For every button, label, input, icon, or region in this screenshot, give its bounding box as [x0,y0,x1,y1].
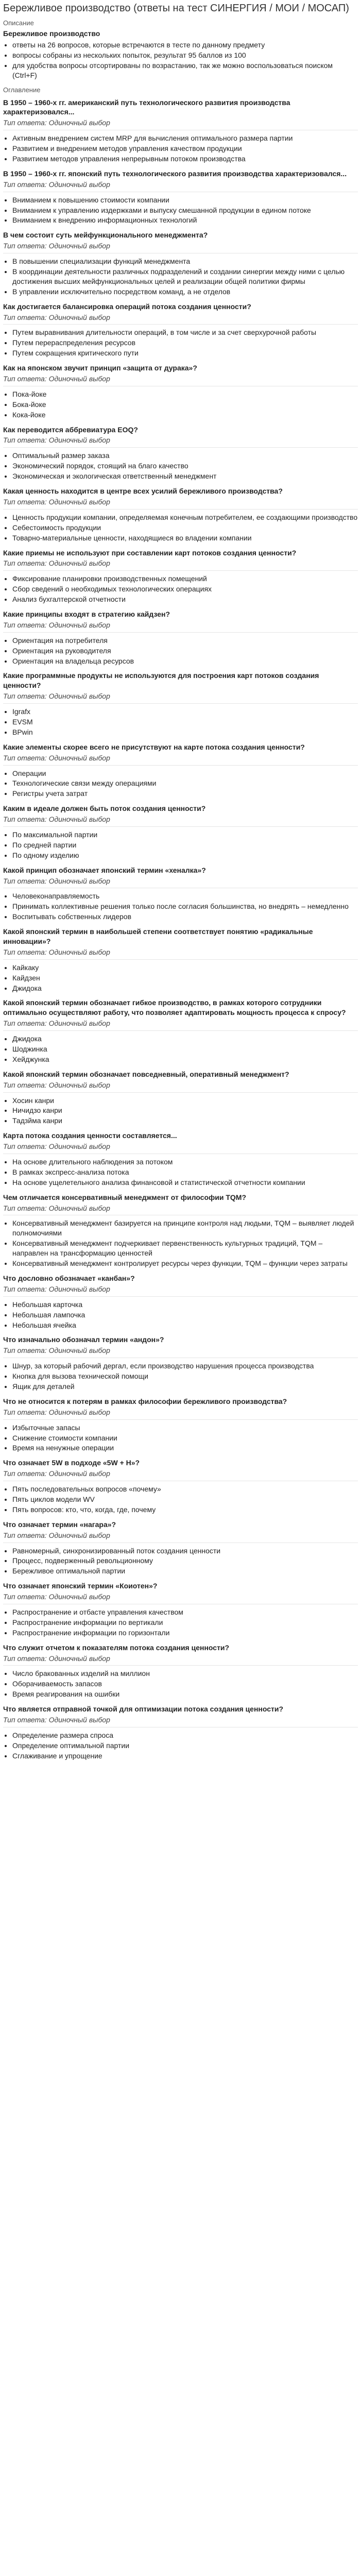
answer-item: • Распространение информации по горизонтали [12,1628,358,1638]
answer-type: Тип ответа: Одиночный выбор [3,313,110,321]
answer-list [3,1361,358,1392]
answer-list [3,1546,358,1577]
answer-list [3,574,358,604]
answer-list [3,195,358,226]
description-subheading: Бережливое производство [3,29,100,38]
question-block [3,230,358,296]
description-heading: Описание [3,19,34,27]
answer-list [3,133,358,164]
question-block [3,1193,358,1268]
answer-item: • Определение оптимальной партии [12,1741,358,1751]
answer-type: Тип ответа: Одиночный выбор [3,947,110,956]
answer-type: Тип ответа: Одиночный выбор [3,1716,110,1724]
answer-item: • Путем сокращения критического пути [12,348,358,358]
question-block [3,998,358,1064]
answer-type: Тип ответа: Одиночный выбор [3,1284,110,1293]
answer-type: Тип ответа: Одиночный выбор [3,118,110,127]
answer-list [3,257,358,297]
answer-item: • Операции [12,769,358,778]
answer-list [3,636,358,666]
question-text: Как переводится аббревиатура EOQ? [3,425,138,434]
answer-item: • BPwin [12,727,358,737]
answer-item: • Сбор сведений о необходимых технологических операциях [12,584,358,594]
answer-item: • Кока-йоке [12,410,358,420]
question-text: Какая ценность находится в центре всех усилий бережливого производства? [3,487,283,496]
answer-item: • Ценность продукции компании, определяемая конечным потребителем, ее создающими производство [12,513,358,522]
question-text: Что дословно обозначает «канбан»? [3,1274,135,1282]
answer-item: • Пять последовательных вопросов «почему» [12,1484,358,1494]
answer-item: • Хейджунка [12,1055,358,1064]
question-text: Каким в идеале должен быть поток создания ценности? [3,804,206,813]
answer-list [3,328,358,358]
question-text: Чем отличается консервативный менеджмент от философии TQM? [3,1193,247,1201]
answer-item: • В повышении специализации функций менеджмента [12,257,358,266]
answer-type: Тип ответа: Одиночный выбор [3,876,110,885]
divider [3,959,358,960]
question-block [3,486,358,543]
answer-item: • Активным внедрением систем MRP для вычисления оптимального размера партии [12,133,358,143]
question-text: Какие принципы входят в стратегию кайдзен? [3,609,170,618]
answer-item: • Экономическая и экологическая ответственный менеджмент [12,471,358,481]
answer-item: • Время реагирования на ошибки [12,1689,358,1699]
question-block [3,363,358,419]
answer-item: • Сглаживание и упрощение [12,1751,358,1761]
answer-item: • На основе ущелетельного анализа финансовой и статистической отчетности компании [12,1178,358,1188]
contents-heading: Оглавление [3,86,41,94]
answer-type: Тип ответа: Одиночный выбор [3,1346,110,1355]
question-text: Что не относится к потерям в рамках философии бережливого производства? [3,1397,287,1405]
answer-type: Тип ответа: Одиночный выбор [3,753,110,762]
answer-type: Тип ответа: Одиночный выбор [3,1080,110,1089]
divider [3,509,358,510]
answer-item: • Распространение и отбасте управления качеством [12,1607,358,1617]
answer-type: Тип ответа: Одиночный выбор [3,1654,110,1663]
question-text: В чем состоит суть мейфункционального менеджмента? [3,231,208,240]
question-block [3,1581,358,1637]
question-block [3,1274,358,1330]
question-block [3,609,358,666]
answer-item: • Джидока [12,984,358,993]
question-text: Какой японский термин обозначает повседневный, оперативный менеджмент? [3,1070,289,1078]
answer-item: • Тадзйма канри [12,1116,358,1126]
answer-item: • Пять циклов модели WV [12,1495,358,1504]
answer-item: • Экономический порядок, стоящий на благо качество [12,461,358,471]
answer-item: • Шнур, за который рабочий дергал, если производство нарушения процесса производства [12,1361,358,1371]
question-text: Как достигается балансировка операций потока создания ценности? [3,302,251,311]
answer-type: Тип ответа: Одиночный выбор [3,1531,110,1539]
answer-type: Тип ответа: Одиночный выбор [3,692,110,701]
answer-item: • Ориентация на владельца ресурсов [12,656,358,666]
answer-item: • Регистры учета затрат [12,789,358,799]
question-text: Что означает японский термин «Коиотен»? [3,1582,158,1590]
question-block [3,671,358,737]
answer-item: • Распространение информации по вертикали [12,1618,358,1628]
question-block [3,1458,358,1514]
answer-item: • В координации деятельности различных подразделений и создании синергии между ними с целью достижения высших мейфункциональных целей и реализации общей политики фирмы [12,267,358,286]
question-block [3,1397,358,1453]
answer-item: • По максимальной партии [12,830,358,840]
divider [3,447,358,448]
answer-item: • По средней партии [12,840,358,850]
answer-list [3,389,358,420]
question-text: Как на японском звучит принцип «защита от дурака»? [3,364,197,372]
answer-item: • На основе длительного наблюдения за потоком [12,1157,358,1167]
question-block [3,425,358,481]
answer-item: • Технологические связи между операциями [12,778,358,788]
answer-type: Тип ответа: Одиночный выбор [3,180,110,189]
answer-item: • Вниманием к управлению издержками и выпуску смешанной продукции в едином потоке [12,206,358,215]
answer-list [3,891,358,922]
answer-item: • Человеконаправляемость [12,891,358,901]
answer-type: Тип ответа: Одиночный выбор [3,559,110,568]
answer-item: • Избыточные запасы [12,1423,358,1433]
answer-item: • В управлении исключительно посредством команд, а не отделов [12,287,358,297]
question-text: Что означает термин «нагара»? [3,1520,116,1529]
answer-item: • Хосин канри [12,1096,358,1106]
answer-item: • Бока-йоке [12,400,358,410]
answer-type: Тип ответа: Одиночный выбор [3,815,110,824]
description-item [12,61,358,80]
question-block [3,1643,358,1699]
question-block [3,1704,358,1760]
answer-item: • Консервативный менеджмент подчеркивает первенственность культурных традиций, TQM – направлен на трансформацию ценностей [12,1239,358,1258]
description-section [3,19,358,80]
answer-item: • Бережливое оптимальной партии [12,1566,358,1576]
answer-item: • Кнопка для вызова технической помощи [12,1371,358,1381]
question-block [3,866,358,922]
question-text: Что изначально обозначал термин «андон»? [3,1335,164,1344]
divider [3,1296,358,1297]
question-text: Какой японский термин в наибольшей степени соответствует понятию «радикальные инновации»? [3,927,313,945]
questions-list [3,98,358,1761]
answer-list [3,1607,358,1638]
answer-item: • Консервативный менеджмент контролирует ресурсы через функции, TQM – функции через затраты [12,1259,358,1268]
answer-item: • Путем перераспределения ресурсов [12,338,358,348]
question-block [3,1131,358,1187]
answer-type: Тип ответа: Одиночный выбор [3,1592,110,1601]
answer-type: Тип ответа: Одиночный выбор [3,620,110,629]
question-block [3,1070,358,1126]
question-text: Карта потока создания ценности составляется... [3,1131,177,1140]
description-item-text: ответы на 26 вопросов, которые встречаются в тесте по данному предмету [12,41,265,49]
answer-item: • Анализ бухгалтерской отчетности [12,595,358,604]
answer-item: • Развитием методов управления непрерывным потоком производства [12,154,358,164]
question-block [3,169,358,225]
answer-item: • Себестоимость продукции [12,523,358,533]
page-title: Бережливое производство (ответы на тест СИНЕРГИЯ / МОИ / МОСАП) [3,3,349,14]
divider [3,1419,358,1420]
answer-item: • Небольшая карточка [12,1300,358,1310]
answer-item: • Ящик для деталей [12,1382,358,1392]
question-text: Какие приемы не используют при составлении карт потоков создания ценности? [3,548,297,557]
answer-item: • Небольшая лампочка [12,1310,358,1320]
answer-type: Тип ответа: Одиночный выбор [3,497,110,506]
divider [3,570,358,571]
answer-list [3,963,358,993]
divider [3,324,358,325]
answer-item: • Кайдзен [12,973,358,983]
answer-item: • Вниманием к повышению стоимости компании [12,195,358,205]
question-block [3,1520,358,1576]
question-text: Что означает 5W в подходе «5W + H»? [3,1459,140,1467]
answer-item: • Igrafx [12,707,358,717]
question-block [3,1335,358,1391]
answer-item: • Пока-йоке [12,389,358,399]
question-block [3,927,358,993]
question-text: Какие программные продукты не используются для построения карт потоков создания ценности? [3,671,319,690]
answer-item: • В рамках экспресс-анализа потока [12,1167,358,1177]
answer-item: • EVSM [12,717,358,727]
answer-list [3,1157,358,1188]
question-block [3,98,358,164]
answer-list [3,1034,358,1064]
question-text: Какой принцип обозначает японский термин «хеналка»? [3,866,206,874]
answer-list [3,513,358,543]
answer-list [3,707,358,737]
answer-item: • Равномерный, синхронизированный поток создания ценности [12,1546,358,1556]
answer-item: • Процесс, подверженный револьционному [12,1556,358,1566]
answer-item: • Развитием и внедрением методов управления качеством продукции [12,144,358,154]
question-text: В 1950 – 1960-х гг. японский путь технологического развития производства характеризовался... [3,169,347,178]
description-list [3,40,358,80]
divider [3,765,358,766]
answer-list [3,1096,358,1126]
answer-list [3,1484,358,1515]
answer-item: • Определение размера спроса [12,1731,358,1740]
answer-list [3,830,358,860]
question-text: Какой японский термин обозначает гибкое производство, в рамках которого сотрудники оптимально осуществляют работу, что позволяет адаптировать мощность процесса к спросу? [3,998,346,1017]
answer-type: Тип ответа: Одиночный выбор [3,242,110,250]
question-block [3,742,358,799]
answer-item: • Ничидзо канри [12,1106,358,1115]
divider [3,1665,358,1666]
answer-item: • Пять вопросов: кто, что, когда, где, почему [12,1505,358,1515]
answer-type: Тип ответа: Одиночный выбор [3,436,110,445]
answer-type: Тип ответа: Одиночный выбор [3,375,110,383]
answer-item: • Товарно-материальные ценности, находящиеся во владении компании [12,533,358,543]
answer-list [3,451,358,481]
divider [3,1030,358,1031]
description-item-text: для удобства вопросы отсортированы по возрастанию, так же можно воспользоваться поиском (Ctrl+F) [12,61,333,80]
answer-item: • Снижение стоимости компании [12,1433,358,1443]
question-block [3,302,358,358]
answer-item: • Время на ненужные операции [12,1443,358,1453]
answer-list [3,769,358,799]
answer-item: • Консервативный менеджмент базируется на принципе контроля над людьми, TQM – выявляет людей полномочиями [12,1218,358,1238]
answer-list [3,1300,358,1330]
answer-type: Тип ответа: Одиночный выбор [3,1408,110,1416]
answer-type: Тип ответа: Одиночный выбор [3,1142,110,1151]
answer-item: • Оборачиваемость запасов [12,1679,358,1689]
answer-item: • Ориентация на руководителя [12,646,358,656]
question-text: Что служит отчетом к показателям потока создания ценности? [3,1643,230,1652]
answer-item: • Оптимальный размер заказа [12,451,358,461]
answer-type: Тип ответа: Одиночный выбор [3,1019,110,1028]
divider [3,1092,358,1093]
question-block [3,548,358,604]
answer-item: • Фиксирование планировки производственных помещений [12,574,358,584]
answer-item: • Путем выравнивания длительности операций, в том числе и за счет сверхурочной работы [12,328,358,337]
divider [3,826,358,827]
answer-list [3,1731,358,1761]
description-item [12,50,358,60]
answer-item: • Ориентация на потребителя [12,636,358,646]
answer-list [3,1423,358,1453]
question-text: Что является отправной точкой для оптимизации потока создания ценности? [3,1705,284,1714]
answer-item: • Небольшая ячейка [12,1320,358,1330]
answer-list [3,1218,358,1268]
question-text: В 1950 – 1960-х гг. американский путь технологического развития производства характеризовался... [3,98,290,116]
answer-item: • Джидока [12,1034,358,1044]
answer-item: • Вниманием к внедрению информационных технологий [12,215,358,225]
answer-item: • Шоджинка [12,1044,358,1054]
description-item-text: вопросы собраны из нескольких попыток, результат 95 баллов из 100 [12,51,246,60]
answer-type: Тип ответа: Одиночный выбор [3,1469,110,1478]
divider [3,632,358,633]
question-text: Какие элементы скорее всего не присутствуют на карте потока создания ценности? [3,742,305,751]
answer-item: • Число бракованных изделий на миллион [12,1669,358,1679]
answer-item: • Воспитывать собственных лидеров [12,912,358,922]
answer-list [3,1669,358,1699]
answer-item: • По одному изделию [12,851,358,860]
divider [3,703,358,704]
answer-type: Тип ответа: Одиночный выбор [3,1204,110,1212]
answer-item: • Кайкаку [12,963,358,973]
answer-item: • Принимать коллективные решения только после согласия большинства, но внедрять – немедленно [12,902,358,911]
question-block [3,804,358,860]
description-item [12,40,358,50]
